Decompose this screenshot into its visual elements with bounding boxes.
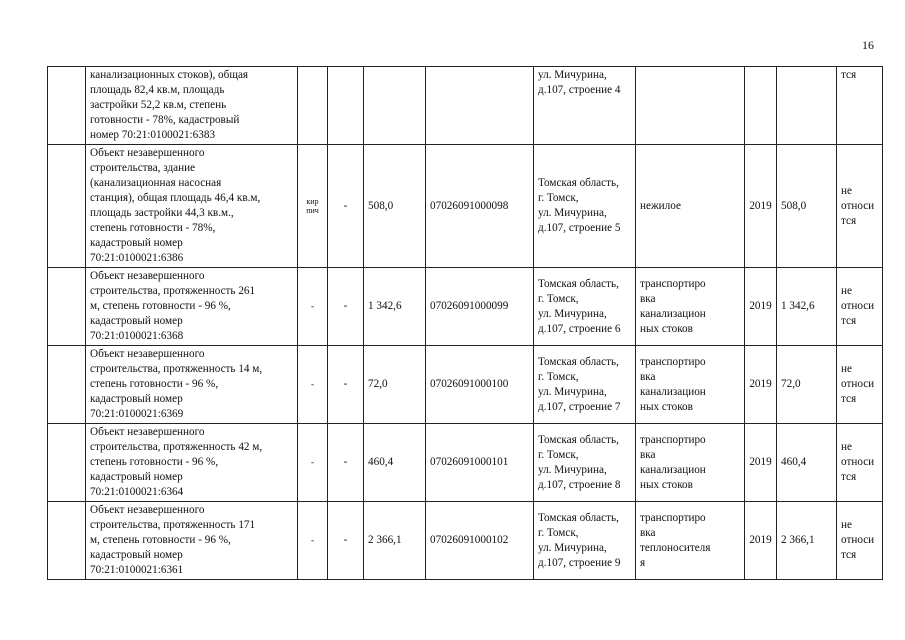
material-cell	[298, 67, 328, 145]
dash-cell	[328, 67, 364, 145]
object-name-cell: канализационных стоков), общая площадь 82,4 кв.м, площадь застройки 52,2 кв.м, степень готовности - 78%, кадастровый номер 70:21:0100021:6383	[86, 67, 298, 145]
year-cell: 2019	[745, 424, 777, 502]
value2-cell: 1 342,6	[777, 268, 837, 346]
status-cell: не относи тся	[837, 424, 883, 502]
object-name-cell: Объект незавершенного строительства, протяженность 171 м, степень готовности - 96 %, кадастровый номер 70:21:0100021:6361	[86, 502, 298, 580]
value-cell	[364, 67, 426, 145]
row-number-cell	[48, 145, 86, 268]
address-cell: Томская область, г. Томск, ул. Мичурина, д.107, строение 9	[534, 502, 636, 580]
value2-cell	[777, 67, 837, 145]
row-number-cell	[48, 268, 86, 346]
table-row	[48, 346, 883, 424]
status-cell: тся	[837, 67, 883, 145]
material-cell: -	[298, 346, 328, 424]
table-row	[48, 67, 883, 145]
table-row	[48, 502, 883, 580]
address-cell: ул. Мичурина, д.107, строение 4	[534, 67, 636, 145]
purpose-cell: транспортиро вка теплоносителя я	[636, 502, 745, 580]
row-number-cell	[48, 67, 86, 145]
year-cell: 2019	[745, 268, 777, 346]
inventory-code-cell: 07026091000101	[426, 424, 534, 502]
dash-cell: -	[328, 424, 364, 502]
value-cell: 1 342,6	[364, 268, 426, 346]
page-number: 16	[862, 38, 874, 52]
status-cell: не относи тся	[837, 346, 883, 424]
value-cell: 508,0	[364, 145, 426, 268]
dash-cell: -	[328, 346, 364, 424]
object-name-cell: Объект незавершенного строительства, здание (канализационная насосная станция), общая площадь 46,4 кв.м, площадь застройки 44,3 кв.м., степень готовности - 78%, кадастровый номер 70:21:0100021:6386	[86, 145, 298, 268]
value-cell: 460,4	[364, 424, 426, 502]
year-cell: 2019	[745, 502, 777, 580]
inventory-code-cell: 07026091000102	[426, 502, 534, 580]
material-cell: -	[298, 424, 328, 502]
status-cell: не относи тся	[837, 145, 883, 268]
address-cell: Томская область, г. Томск, ул. Мичурина, д.107, строение 5	[534, 145, 636, 268]
inventory-code-cell: 07026091000099	[426, 268, 534, 346]
address-cell: Томская область, г. Томск, ул. Мичурина, д.107, строение 8	[534, 424, 636, 502]
inventory-code-cell: 07026091000100	[426, 346, 534, 424]
inventory-code-cell	[426, 67, 534, 145]
material-cell: кир пич	[298, 145, 328, 268]
purpose-cell: нежилое	[636, 145, 745, 268]
year-cell: 2019	[745, 346, 777, 424]
address-cell: Томская область, г. Томск, ул. Мичурина, д.107, строение 6	[534, 268, 636, 346]
value2-cell: 460,4	[777, 424, 837, 502]
value2-cell: 508,0	[777, 145, 837, 268]
value2-cell: 2 366,1	[777, 502, 837, 580]
row-number-cell	[48, 502, 86, 580]
dash-cell: -	[328, 145, 364, 268]
row-number-cell	[48, 424, 86, 502]
dash-cell: -	[328, 268, 364, 346]
address-cell: Томская область, г. Томск, ул. Мичурина, д.107, строение 7	[534, 346, 636, 424]
value-cell: 72,0	[364, 346, 426, 424]
status-cell: не относи тся	[837, 268, 883, 346]
object-name-cell: Объект незавершенного строительства, протяженность 261 м, степень готовности - 96 %, кадастровый номер 70:21:0100021:6368	[86, 268, 298, 346]
property-registry-table	[47, 66, 883, 580]
value2-cell: 72,0	[777, 346, 837, 424]
year-cell	[745, 67, 777, 145]
object-name-cell: Объект незавершенного строительства, протяженность 42 м, степень готовности - 96 %, кадастровый номер 70:21:0100021:6364	[86, 424, 298, 502]
material-cell: -	[298, 502, 328, 580]
material-cell: -	[298, 268, 328, 346]
dash-cell: -	[328, 502, 364, 580]
inventory-code-cell: 07026091000098	[426, 145, 534, 268]
year-cell: 2019	[745, 145, 777, 268]
row-number-cell	[48, 346, 86, 424]
purpose-cell	[636, 67, 745, 145]
table-row	[48, 424, 883, 502]
object-name-cell: Объект незавершенного строительства, протяженность 14 м, степень готовности - 96 %, кадастровый номер 70:21:0100021:6369	[86, 346, 298, 424]
table-row	[48, 268, 883, 346]
purpose-cell: транспортиро вка канализацион ных стоков	[636, 346, 745, 424]
status-cell: не относи тся	[837, 502, 883, 580]
value-cell: 2 366,1	[364, 502, 426, 580]
purpose-cell: транспортиро вка канализацион ных стоков	[636, 268, 745, 346]
purpose-cell: транспортиро вка канализацион ных стоков	[636, 424, 745, 502]
table-row	[48, 145, 883, 268]
